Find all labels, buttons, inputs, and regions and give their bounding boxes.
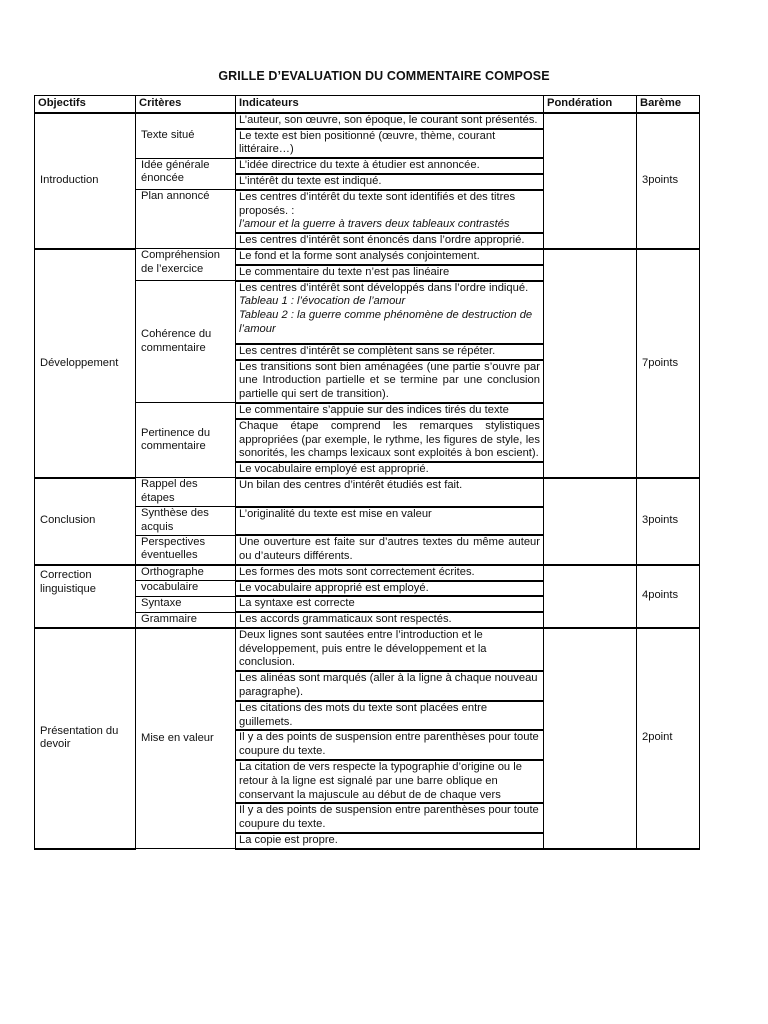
indicateur-cell: La syntaxe est correcte <box>236 596 544 612</box>
indicateur-cell <box>236 281 544 344</box>
objectif-developpement: Développement <box>35 249 136 478</box>
ponderation-cell <box>544 113 637 249</box>
table-row <box>35 628 700 671</box>
indicateur-cell: Les alinéas sont marqués (aller à la ligne à chaque nouveau paragraphe). <box>236 671 544 701</box>
indicateur-cell: Le vocabulaire employé est approprié. <box>236 462 544 478</box>
header-row <box>35 96 700 113</box>
indicateur-cell: Les centres d’intérêt se complètent sans se répéter. <box>236 344 544 360</box>
indicateur-cell: Les formes des mots sont correctement écrites. <box>236 565 544 581</box>
critere-perspectives: Perspectives éventuelles <box>136 535 236 565</box>
indicateur-cell: Deux lignes sont sautées entre l’introduction et le développement, puis entre le développement et la conclusion. <box>236 628 544 671</box>
ponderation-cell <box>544 249 637 478</box>
indicateur-cell: La copie est propre. <box>236 833 544 849</box>
objectif-correction: Correction linguistique <box>35 565 136 628</box>
critere-syntaxe: Syntaxe <box>136 596 236 612</box>
header-ponderation: Pondération <box>544 96 637 113</box>
table-row <box>35 478 700 507</box>
indicateur-cell: Il y a des points de suspension entre parenthèses pour toute coupure du texte. <box>236 730 544 760</box>
indicateur-cell: Les citations des mots du texte sont placées entre guillemets. <box>236 701 544 731</box>
table-row <box>35 249 700 265</box>
indicateur-cell: Le vocabulaire approprié est employé. <box>236 581 544 597</box>
indicateur-cell: Une ouverture est faite sur d’autres textes du même auteur ou d’auteurs différents. <box>236 535 544 565</box>
indicateur-cell: Les transitions sont bien aménagées (une partie s’ouvre par une Introduction partielle et se termine par une conclusion partielle qui sert de transition). <box>236 360 544 403</box>
indicateur-cell <box>236 190 544 233</box>
objectif-introduction: Introduction <box>35 113 136 249</box>
ponderation-cell <box>544 478 637 565</box>
critere-idee-generale: Idée générale énoncée <box>136 158 236 190</box>
table-row <box>35 565 700 581</box>
indicateur-cell: L’originalité du texte est mise en valeur <box>236 507 544 536</box>
indicateur-cell: Chaque étape comprend les remarques stylistiques appropriées (par exemple, le rythme, les figures de style, les sonorités, les champs lexicaux sont exploités à bon escient). <box>236 419 544 462</box>
critere-pertinence: Pertinence du commentaire <box>136 403 236 478</box>
indicateur-cell: Il y a des points de suspension entre parenthèses pour toute coupure du texte. <box>236 803 544 833</box>
header-indicateurs: Indicateurs <box>236 96 544 113</box>
bareme-introduction: 3points <box>637 113 700 249</box>
critere-comprehension: Compréhension de l’exercice <box>136 249 236 281</box>
indicateur-cell: Un bilan des centres d’intérêt étudiés est fait. <box>236 478 544 507</box>
indicateur-cell: Le texte est bien positionné (œuvre, thème, courant littéraire…) <box>236 129 544 159</box>
critere-grammaire: Grammaire <box>136 612 236 628</box>
header-criteres: Critères <box>136 96 236 113</box>
indicateur-text: Les centres d’intérêt sont développés dans l’ordre indiqué. <box>239 281 529 294</box>
indicateur-italic-text: Tableau 1 : l’évocation de l’amour <box>239 295 406 308</box>
critere-coherence: Cohérence du commentaire <box>136 281 236 403</box>
indicateur-cell: Les centres d’intérêt sont énoncés dans l’ordre approprié. <box>236 233 544 249</box>
indicateur-text: Les centres d’intérêt du texte sont identifiés et des titres proposés. : <box>239 190 516 217</box>
indicateur-cell: Le commentaire s’appuie sur des indices tirés du texte <box>236 403 544 419</box>
table-row <box>35 113 700 129</box>
ponderation-cell <box>544 565 637 628</box>
indicateur-cell: Les accords grammaticaux sont respectés. <box>236 612 544 628</box>
indicateur-cell: L’idée directrice du texte à étudier est annoncée. <box>236 158 544 174</box>
indicateur-italic-text: Tableau 2 : la guerre comme phénomène de destruction de l’amour <box>239 309 533 335</box>
indicateur-cell: La citation de vers respecte la typographie d’origine ou le retour à la ligne est signalé par une barre oblique en conservant la majuscule au début de de chaque vers <box>236 760 544 803</box>
critere-plan-annonce: Plan annoncé <box>136 190 236 249</box>
indicateur-cell: Le fond et la forme sont analysés conjointement. <box>236 249 544 265</box>
bareme-correction: 4points <box>637 565 700 628</box>
critere-texte-situe: Texte situé <box>136 113 236 158</box>
critere-synthese: Synthèse des acquis <box>136 507 236 536</box>
indicateur-italic-text: l’amour et la guerre à travers deux tableaux contrastés <box>239 218 510 231</box>
header-bareme: Barème <box>637 96 700 113</box>
objectif-conclusion: Conclusion <box>35 478 136 565</box>
critere-mise-en-valeur: Mise en valeur <box>136 628 236 849</box>
bareme-presentation: 2point <box>637 628 700 849</box>
indicateur-cell: L’intérêt du texte est indiqué. <box>236 174 544 190</box>
document-title: GRILLE D’EVALUATION DU COMMENTAIRE COMPOSE <box>218 69 550 83</box>
indicateur-cell: Le commentaire du texte n’est pas linéaire <box>236 265 544 281</box>
bareme-developpement: 7points <box>637 249 700 478</box>
critere-orthographe: Orthographe <box>136 565 236 581</box>
critere-rappel: Rappel des étapes <box>136 478 236 507</box>
indicateur-cell: L’auteur, son œuvre, son époque, le courant sont présentés. <box>236 113 544 129</box>
evaluation-grid <box>34 95 700 850</box>
objectif-presentation: Présentation du devoir <box>35 628 136 849</box>
critere-vocabulaire: vocabulaire <box>136 581 236 597</box>
header-objectifs: Objectifs <box>35 96 136 113</box>
ponderation-cell <box>544 628 637 849</box>
bareme-conclusion: 3points <box>637 478 700 565</box>
